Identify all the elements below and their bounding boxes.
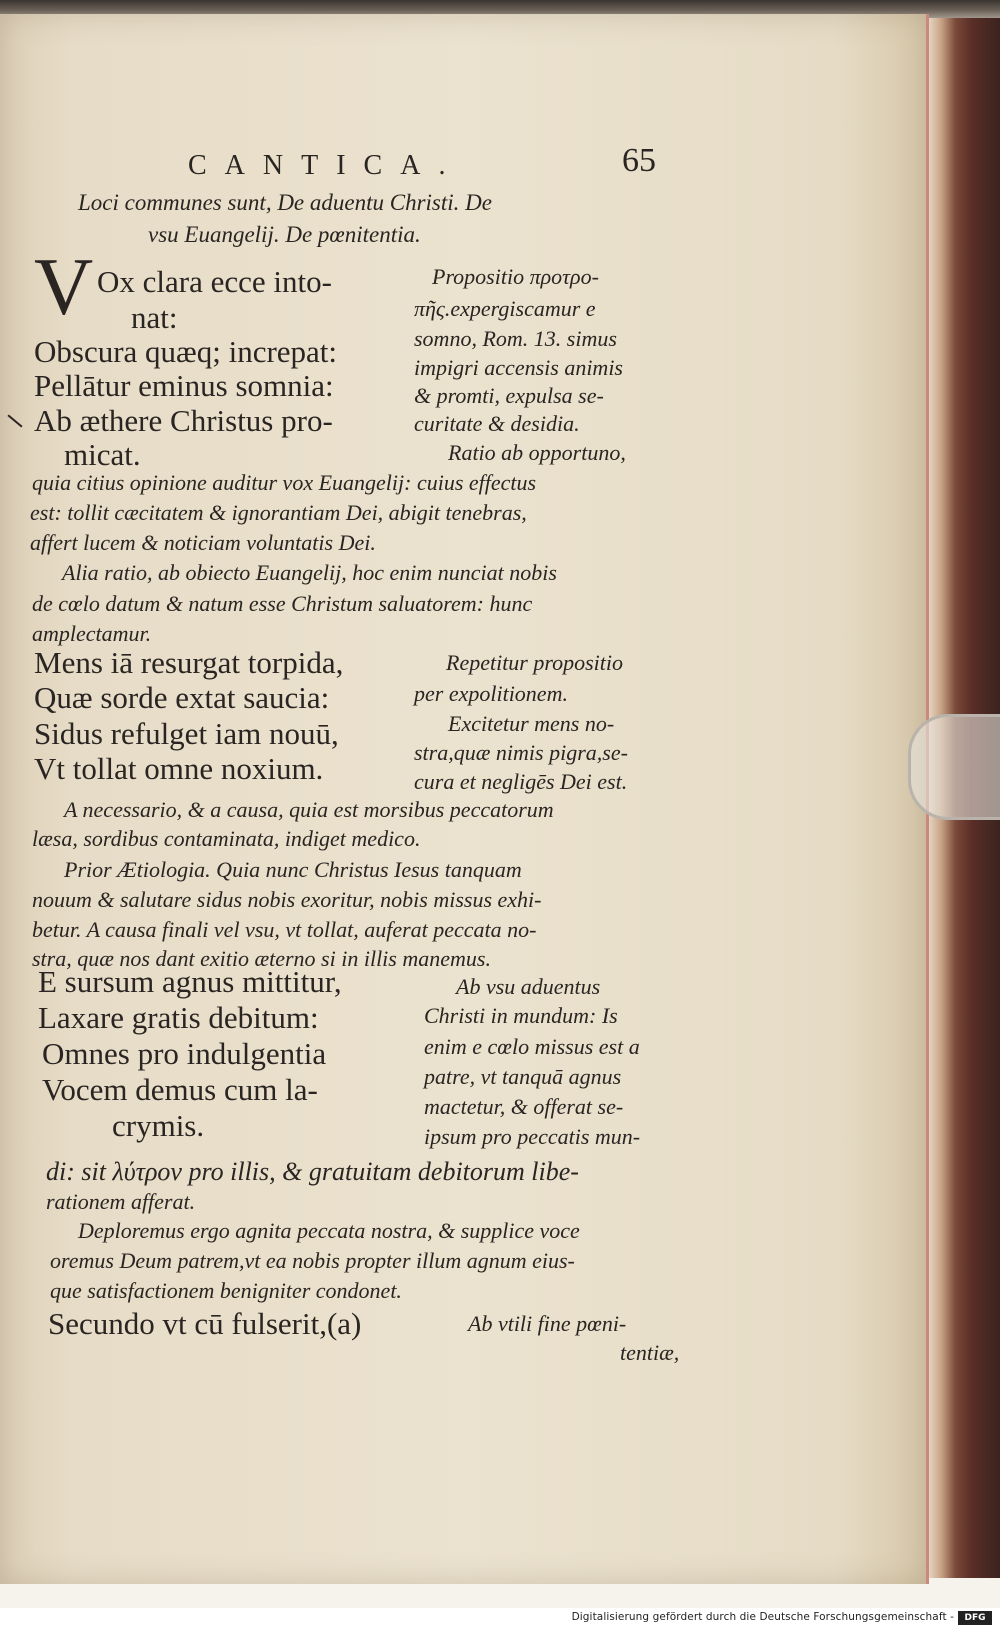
verse-line: crymis. (112, 1108, 205, 1143)
margin-note: impigri accensis animis (414, 355, 623, 380)
margin-note: Ratio ab opportuno, (448, 440, 626, 465)
verse-line: Sidus refulget iam nouū, (34, 716, 339, 751)
commentary-line: amplectamur. (32, 621, 152, 646)
margin-note: πῆς.expergiscamur e (414, 296, 596, 321)
commentary-line: est: tollit cæcitatem & ignorantiam Dei, abigit tenebras, (30, 500, 527, 525)
page-number: 65 (622, 142, 656, 179)
margin-note: Propositio προτρο- (432, 264, 599, 289)
commentary-line: de cœlo datum & natum esse Christum saluatorem: hunc (32, 591, 533, 616)
commentary-line: di: sit λύτρον pro illis, & gratuitam debitorum libe- (46, 1157, 579, 1186)
verse-line: Quæ sorde extat saucia: (34, 680, 330, 715)
verse-line: Mens iā resurgat torpida, (34, 645, 344, 680)
margin-note: Repetitur propositio (446, 650, 624, 675)
margin-note: per expolitionem. (414, 681, 568, 706)
verse-line: Ox clara ecce into- (97, 264, 332, 299)
commentary-line: rationem afferat. (46, 1189, 196, 1214)
intro-line-2: vsu Euangelij. De pœnitentia. (148, 222, 421, 247)
margin-note: & promti, expulsa se- (414, 383, 604, 408)
commentary-line: oremus Deum patrem,vt ea nobis propter illum agnum eius- (50, 1248, 575, 1273)
digitization-credit: Digitalisierung gefördert durch die Deutsche Forschungsgemeinschaft - (571, 1611, 954, 1623)
margin-note: stra,quæ nimis pigra,se- (414, 740, 628, 765)
verse-line: Pellātur eminus somnia: (34, 368, 334, 403)
verse-line: Ab æthere Christus pro- (34, 403, 333, 438)
margin-note: Christi in mundum: Is (424, 1003, 618, 1028)
drop-cap: V (34, 241, 94, 332)
margin-note: tentiæ, (620, 1340, 680, 1365)
page-clip (908, 714, 1000, 820)
commentary-line: que satisfactionem benigniter condonet. (50, 1278, 402, 1303)
margin-note: cura et negligēs Dei est. (414, 769, 628, 794)
margin-note: enim e cœlo missus est a (424, 1034, 640, 1059)
verse-line: Vt tollat omne noxium. (34, 751, 324, 786)
commentary-line: betur. A causa finali vel vsu, vt tollat, auferat peccata no- (32, 917, 537, 942)
commentary-line: nouum & salutare sidus nobis exoritur, nobis missus exhi- (32, 887, 542, 912)
verse-line: Laxare gratis debitum: (38, 1000, 319, 1035)
commentary-line: Deploremus ergo agnita peccata nostra, & supplice voce (78, 1218, 580, 1243)
margin-note: Ab vsu aduentus (456, 974, 601, 999)
margin-note: patre, vt tanquā agnus (424, 1064, 622, 1089)
commentary-line: Alia ratio, ab obiecto Euangelij, hoc enim nunciat nobis (62, 560, 557, 585)
margin-note: somno, Rom. 13. simus (414, 326, 617, 351)
margin-note: Ab vtili fine pœni- (468, 1311, 627, 1336)
verse-line: Secundo vt cū fulserit,(a) (48, 1306, 362, 1341)
commentary-line: Prior Ætiologia. Quia nunc Christus Iesus tanquam (64, 857, 522, 882)
intro-line-1: Loci communes sunt, De aduentu Christi. De (78, 190, 492, 215)
margin-note: curitate & desidia. (414, 411, 580, 436)
commentary-line: læsa, sordibus contaminata, indiget medico. (32, 826, 421, 851)
margin-note: Excitetur mens no- (448, 711, 615, 736)
verse-line: micat. (64, 437, 141, 472)
verse-line: E sursum agnus mittitur, (38, 964, 342, 999)
verse-line: nat: (131, 300, 178, 335)
verse-line: Vocem demus cum la- (42, 1072, 318, 1107)
running-head: CANTICA. (188, 150, 464, 181)
commentary-line: stra, quæ nos dant exitio æterno si in illis manemus. (32, 946, 491, 971)
margin-note: ipsum pro peccatis mun- (424, 1124, 641, 1149)
dfg-logo: DFG (958, 1611, 992, 1625)
margin-note: mactetur, & offerat se- (424, 1094, 624, 1119)
commentary-line: A necessario, & a causa, quia est morsibus peccatorum (64, 797, 554, 822)
verse-line: Omnes pro indulgentia (42, 1036, 327, 1071)
commentary-line: affert lucem & noticiam voluntatis Dei. (30, 530, 376, 555)
verse-line: Obscura quæq; increpat: (34, 334, 338, 369)
commentary-line: quia citius opinione auditur vox Euangelij: cuius effectus (32, 470, 537, 495)
